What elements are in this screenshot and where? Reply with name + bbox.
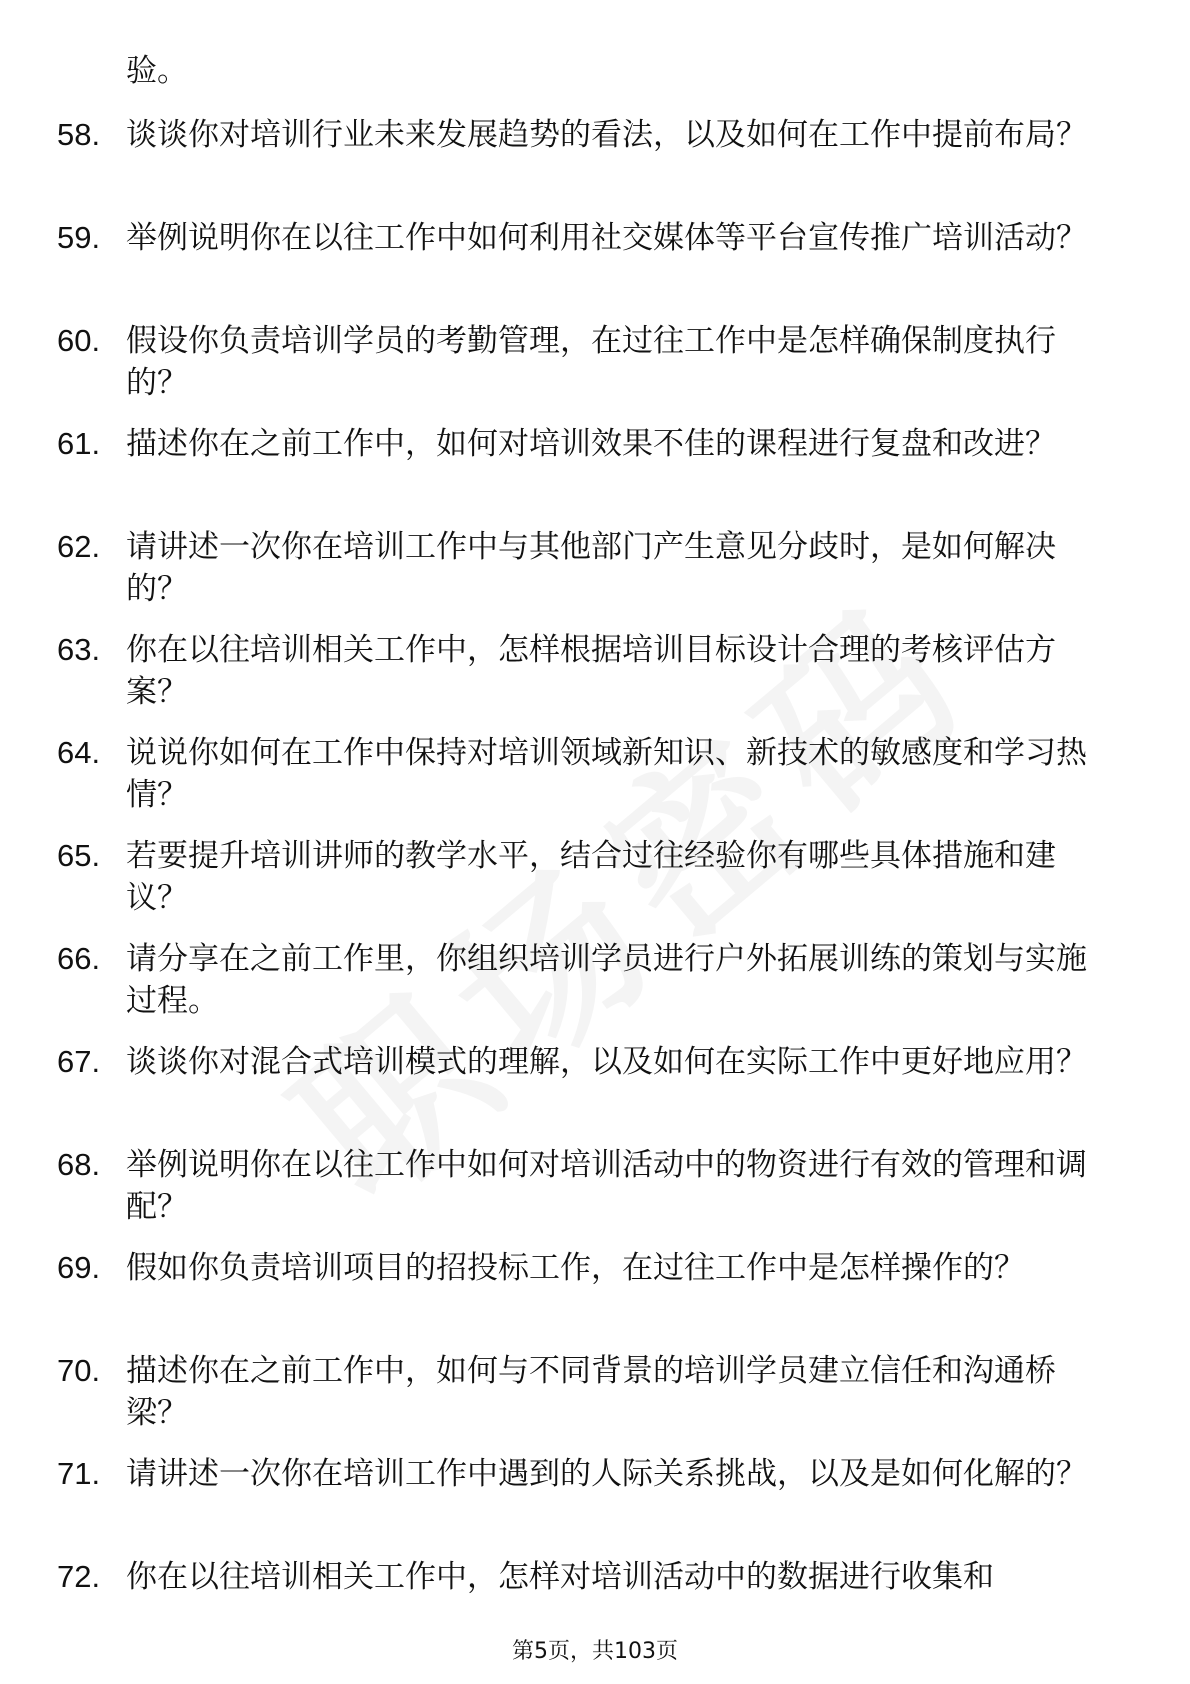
question-text: 说说你如何在工作中保持对培训领域新知识、新技术的敏感度和学习热情？ xyxy=(126,735,1087,813)
question-item-68 xyxy=(0,1144,1190,1228)
question-number: 67. xyxy=(57,1044,101,1079)
question-number: 69. xyxy=(57,1250,101,1285)
question-text: 举例说明你在以往工作中如何对培训活动中的物资进行有效的管理和调配？ xyxy=(126,1147,1087,1225)
question-text: 举例说明你在以往工作中如何利用社交媒体等平台宣传推广培训活动？ xyxy=(126,220,1087,256)
question-item-58 xyxy=(0,114,1190,198)
page-footer xyxy=(0,1637,1190,1667)
question-number: 66. xyxy=(57,941,101,976)
question-text: 描述你在之前工作中，如何与不同背景的培训学员建立信任和沟通桥梁？ xyxy=(126,1353,1056,1431)
question-text: 假如你负责培训项目的招投标工作，在过往工作中是怎样操作的？ xyxy=(126,1250,1025,1286)
question-text: 假设你负责培训学员的考勤管理，在过往工作中是怎样确保制度执行的？ xyxy=(126,323,1056,401)
question-text: 若要提升培训讲师的教学水平，结合过往经验你有哪些具体措施和建议？ xyxy=(126,838,1056,916)
question-text: 描述你在之前工作中，如何对培训效果不佳的课程进行复盘和改进？ xyxy=(126,426,1056,462)
question-text: 请讲述一次你在培训工作中遇到的人际关系挑战，以及是如何化解的？ xyxy=(126,1456,1087,1492)
question-number: 59. xyxy=(57,220,101,255)
question-item-61 xyxy=(0,423,1190,507)
question-number: 62. xyxy=(57,529,101,564)
question-item-66 xyxy=(0,938,1190,1022)
question-item-70 xyxy=(0,1350,1190,1434)
question-text: 谈谈你对培训行业未来发展趋势的看法，以及如何在工作中提前布局？ xyxy=(126,117,1087,153)
question-item-59 xyxy=(0,217,1190,301)
question-number: 68. xyxy=(57,1147,101,1182)
question-number: 70. xyxy=(57,1353,101,1388)
question-text: 谈谈你对混合式培训模式的理解，以及如何在实际工作中更好地应用？ xyxy=(126,1044,1087,1080)
question-item-63 xyxy=(0,629,1190,713)
question-number: 71. xyxy=(57,1456,101,1491)
question-number: 65. xyxy=(57,838,101,873)
question-number: 61. xyxy=(57,426,101,461)
question-text: 请分享在之前工作里，你组织培训学员进行户外拓展训练的策划与实施过程。 xyxy=(126,941,1087,1019)
question-number: 58. xyxy=(57,117,101,152)
question-item-69 xyxy=(0,1247,1190,1331)
question-list xyxy=(0,114,1190,1659)
page-number-label: 第5页，共103页 xyxy=(512,1639,678,1664)
question-number: 63. xyxy=(57,632,101,667)
question-number: 72. xyxy=(57,1559,101,1594)
question-item-72 xyxy=(0,1556,1190,1640)
question-text: 你在以往培训相关工作中，怎样对培训活动中的数据进行收集和 xyxy=(126,1559,994,1595)
question-item-67 xyxy=(0,1041,1190,1125)
question-item-64 xyxy=(0,732,1190,816)
question-number: 60. xyxy=(57,323,101,358)
continuation-text: 验。 xyxy=(126,53,188,89)
question-number: 64. xyxy=(57,735,101,770)
question-text: 你在以往培训相关工作中，怎样根据培训目标设计合理的考核评估方案？ xyxy=(126,632,1056,710)
question-text: 请讲述一次你在培训工作中与其他部门产生意见分歧时，是如何解决的？ xyxy=(126,529,1056,607)
question-item-60 xyxy=(0,320,1190,404)
question-item-65 xyxy=(0,835,1190,919)
question-item-71 xyxy=(0,1453,1190,1537)
question-item-62 xyxy=(0,526,1190,610)
